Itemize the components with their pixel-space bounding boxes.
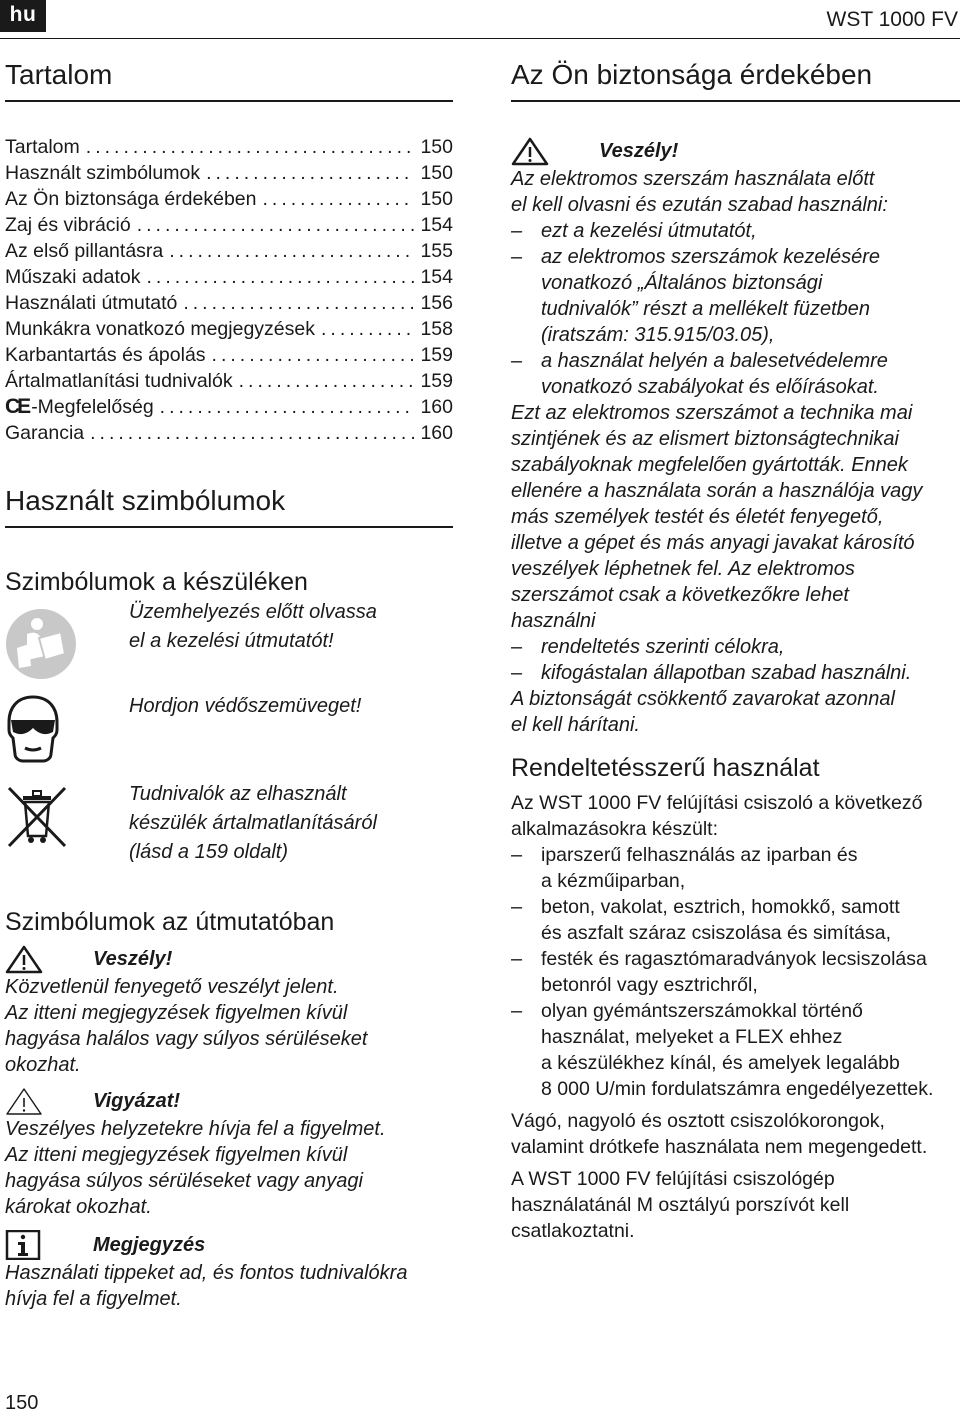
toc-item-title: Az Ön biztonsága érdekében	[5, 188, 257, 210]
usage-para-line: A WST 1000 FV felújítási csiszológép	[511, 1168, 835, 1190]
safety-para-line: veszélyek léphetnek fel. Az elektromos	[511, 558, 855, 580]
toc-leader	[169, 238, 414, 264]
toc-item-page: 150	[420, 136, 453, 158]
symbol-row-manual	[5, 598, 453, 692]
model-name: WST 1000 FV	[826, 8, 958, 31]
manual-symbols-heading: Szimbólumok az útmutatóban	[5, 908, 335, 936]
toc-item-page: 160	[420, 396, 453, 418]
usage-intro-line: alkalmazásokra készült:	[511, 818, 718, 840]
manual-icon	[5, 608, 77, 680]
toc-item-title: Az első pillantásra	[5, 240, 164, 262]
toc-leader	[86, 134, 415, 160]
toc-leader	[263, 186, 415, 212]
toc-item-page: 160	[420, 422, 453, 444]
symbol-line: Hordjon védőszemüveget!	[129, 695, 362, 717]
toc-item[interactable]	[5, 316, 453, 342]
toc-leader	[137, 212, 415, 238]
usage-para-line: valamint drótkefe használata nem megengedett.	[511, 1136, 928, 1158]
safety-para-line: illetve a gépet és más anyagi javakat károsító	[511, 532, 915, 554]
list-line: – az elektromos szerszámok kezelésére	[541, 246, 881, 268]
list-line: – a használat helyén a balesetvédelemre	[541, 350, 888, 372]
list-line: vonatkozó szabályokat és előírásokat.	[541, 376, 879, 398]
safety-intro-line: Az elektromos szerszám használata előtt	[511, 168, 875, 190]
page-number: 150	[5, 1392, 39, 1414]
symbol-line: el a kezelési útmutatót!	[129, 630, 334, 652]
toc-item-page: 156	[420, 292, 453, 314]
toc-item[interactable]	[5, 212, 453, 238]
note-label: Vigyázat!	[93, 1089, 181, 1112]
note-label: Veszély!	[93, 947, 173, 970]
safety-intro-line: el kell olvasni és ezután szabad használni:	[511, 194, 888, 216]
usage-para-line: csatlakoztatni.	[511, 1220, 635, 1242]
caution-icon	[5, 1086, 49, 1116]
toc-item-page: 158	[420, 318, 453, 340]
toc-item-title: Karbantartás és ápolás	[5, 344, 206, 366]
toc-item-page: 159	[420, 344, 453, 366]
safety-para-line: ellenére a használata során a használója vagy	[511, 480, 923, 502]
note-line: hagyása súlyos sérüléseket vagy anyagi	[5, 1170, 363, 1192]
list-line: (iratszám: 315.915/03.05),	[541, 324, 775, 346]
safety-para-line: szintjének és az elismert biztonságtechnikai	[511, 428, 899, 450]
list-item	[511, 998, 960, 1102]
toc-item[interactable]	[5, 342, 453, 368]
list-line: 8 000 U/min fordulatszámra engedélyezettek.	[541, 1078, 934, 1100]
usage-para-line: Vágó, nagyoló és osztott csiszolókorongok,	[511, 1110, 885, 1132]
usage-para-2	[511, 1166, 960, 1244]
usage-intro-line: Az WST 1000 FV felújítási csiszoló a következő	[511, 792, 923, 814]
list-item	[511, 218, 960, 244]
toc-leader	[206, 160, 414, 186]
weee-bin-icon	[5, 784, 69, 850]
note-danger	[5, 944, 453, 1078]
list-item	[511, 634, 960, 660]
header-rule	[0, 38, 960, 39]
usage-block	[511, 790, 960, 1244]
toc-item-title: Zaj és vibráció	[5, 214, 131, 236]
ce-mark-icon: CE	[5, 395, 29, 418]
toc-leader	[183, 290, 414, 316]
note-header	[5, 944, 453, 974]
note-header	[5, 1230, 453, 1260]
note-line: hívja fel a figyelmet.	[5, 1288, 182, 1310]
toc-item-page: 154	[420, 266, 453, 288]
safety-list-2	[511, 634, 960, 686]
list-line: a készülékhez kínál, és amelyek legalább	[541, 1052, 900, 1074]
symbol-text	[129, 692, 361, 721]
symbol-line: Üzemhelyezés előtt olvassa	[129, 601, 377, 623]
list-line: vonatkozó „Általános biztonsági	[541, 272, 823, 294]
note-header	[511, 136, 960, 166]
symbol-line: készülék ártalmatlanításáról	[129, 812, 377, 834]
toc-item-page: 150	[420, 188, 453, 210]
toc-item[interactable]	[5, 264, 453, 290]
toc-item-title: Tartalom	[5, 136, 80, 158]
toc-item[interactable]	[5, 238, 453, 264]
toc-item[interactable]	[5, 134, 453, 160]
toc-item-title: Műszaki adatok	[5, 266, 141, 288]
symbol-line: (lásd a 159 oldalt)	[129, 841, 288, 863]
danger-icon	[5, 944, 49, 974]
symbol-text	[129, 780, 377, 867]
symbols-heading: Használt szimbólumok	[5, 482, 453, 528]
list-line: és aszfalt száraz csiszolása és simítása,	[541, 922, 892, 944]
toc-leader	[212, 342, 415, 368]
safety-para-line: más személyek testét és életét fenyegető,	[511, 506, 884, 528]
list-line: – rendeltetés szerinti célokra,	[541, 636, 785, 658]
list-line: – festék és ragasztómaradványok lecsiszolása	[541, 948, 927, 970]
toc-heading: Tartalom	[5, 56, 453, 102]
toc-item[interactable]	[5, 368, 453, 394]
safety-outro-line: el kell hárítani.	[511, 714, 640, 736]
note-line: Az itteni megjegyzések figyelmen kívül	[5, 1002, 348, 1024]
table-of-contents	[5, 134, 453, 446]
note-line: Használati tippeket ad, és fontos tudnivalókra	[5, 1262, 408, 1284]
toc-item[interactable]	[5, 186, 453, 212]
safety-list	[511, 218, 960, 400]
note-line: Az itteni megjegyzések figyelmen kívül	[5, 1144, 348, 1166]
list-line: – iparszerű felhasználás az iparban és	[541, 844, 858, 866]
note-line: okozhat.	[5, 1054, 81, 1076]
toc-item-title: Használati útmutató	[5, 292, 178, 314]
list-line: használat, melyeket a FLEX ehhez	[541, 1026, 843, 1048]
language-tab: hu	[0, 0, 46, 32]
toc-item-title: Garancia	[5, 422, 85, 444]
danger-icon	[511, 136, 555, 166]
safety-para-line: szabályoknak megfelelően gyártották. Ennek	[511, 454, 908, 476]
list-item	[511, 660, 960, 686]
device-symbols-heading: Szimbólumok a készüléken	[5, 568, 308, 596]
toc-item-page: 154	[420, 214, 453, 236]
usage-list	[511, 842, 960, 1102]
safety-heading: Az Ön biztonsága érdekében	[511, 56, 960, 102]
symbol-row-weee	[5, 780, 453, 886]
toc-item-title: Használt szimbólumok	[5, 162, 201, 184]
safety-para-line: használni	[511, 610, 596, 632]
symbol-row-goggles	[5, 692, 453, 780]
list-item	[511, 842, 960, 894]
note-caution	[5, 1086, 453, 1220]
note-label: Veszély!	[599, 139, 679, 162]
left-column	[5, 56, 453, 1312]
list-line: – olyan gyémántszerszámokkal történő	[541, 1000, 863, 1022]
toc-leader	[160, 394, 415, 420]
list-line: – ezt a kezelési útmutatót,	[541, 220, 757, 242]
note-line: károkat okozhat.	[5, 1196, 152, 1218]
toc-item-title: Ártalmatlanítási tudnivalók	[5, 370, 233, 392]
symbol-line: Tudnivalók az elhasznált	[129, 783, 347, 805]
toc-item[interactable]	[5, 420, 453, 446]
list-line: a kézműiparban,	[541, 870, 686, 892]
note-line: Közvetlenül fenyegető veszélyt jelent.	[5, 976, 339, 998]
list-item	[511, 348, 960, 400]
symbol-text	[129, 598, 377, 656]
usage-heading: Rendeltetésszerű használat	[511, 754, 820, 782]
note-line: Veszélyes helyzetekre hívja fel a figyelmet.	[5, 1118, 386, 1140]
usage-para-1	[511, 1108, 960, 1160]
toc-leader	[146, 264, 414, 290]
toc-leader	[90, 420, 414, 446]
toc-leader	[321, 316, 414, 342]
toc-leader	[239, 368, 415, 394]
list-line: – beton, vakolat, esztrich, homokkő, samott	[541, 896, 900, 918]
info-icon	[5, 1230, 49, 1260]
safety-outro-line: A biztonságát csökkentő zavarokat azonnal	[511, 688, 895, 710]
list-item	[511, 946, 960, 998]
toc-item[interactable]	[5, 290, 453, 316]
note-line: hagyása halálos vagy súlyos sérüléseket	[5, 1028, 368, 1050]
note-label: Megjegyzés	[93, 1233, 206, 1256]
goggles-icon	[5, 694, 61, 764]
note-info	[5, 1230, 453, 1312]
toc-item-page: 159	[420, 370, 453, 392]
list-item	[511, 244, 960, 348]
list-line: betonról vagy esztrichről,	[541, 974, 758, 996]
right-column	[511, 56, 960, 1244]
toc-item[interactable]	[5, 160, 453, 186]
toc-item-title: -Megfelelőség	[31, 396, 154, 418]
toc-item-page: 155	[420, 240, 453, 262]
usage-para-line: használatánál M osztályú porszívót kell	[511, 1194, 850, 1216]
safety-para-line: szerszámot csak a következőkre lehet	[511, 584, 849, 606]
safety-danger-block	[511, 136, 960, 738]
toc-item[interactable]	[5, 394, 453, 420]
list-line: – kifogástalan állapotban szabad használni.	[541, 662, 912, 684]
list-line: tudnivalók” részt a mellékelt füzetben	[541, 298, 871, 320]
list-item	[511, 894, 960, 946]
safety-para-line: Ezt az elektromos szerszámot a technika mai	[511, 402, 913, 424]
toc-item-title: Munkákra vonatkozó megjegyzések	[5, 318, 315, 340]
note-header	[5, 1086, 453, 1116]
toc-item-page: 150	[420, 162, 453, 184]
